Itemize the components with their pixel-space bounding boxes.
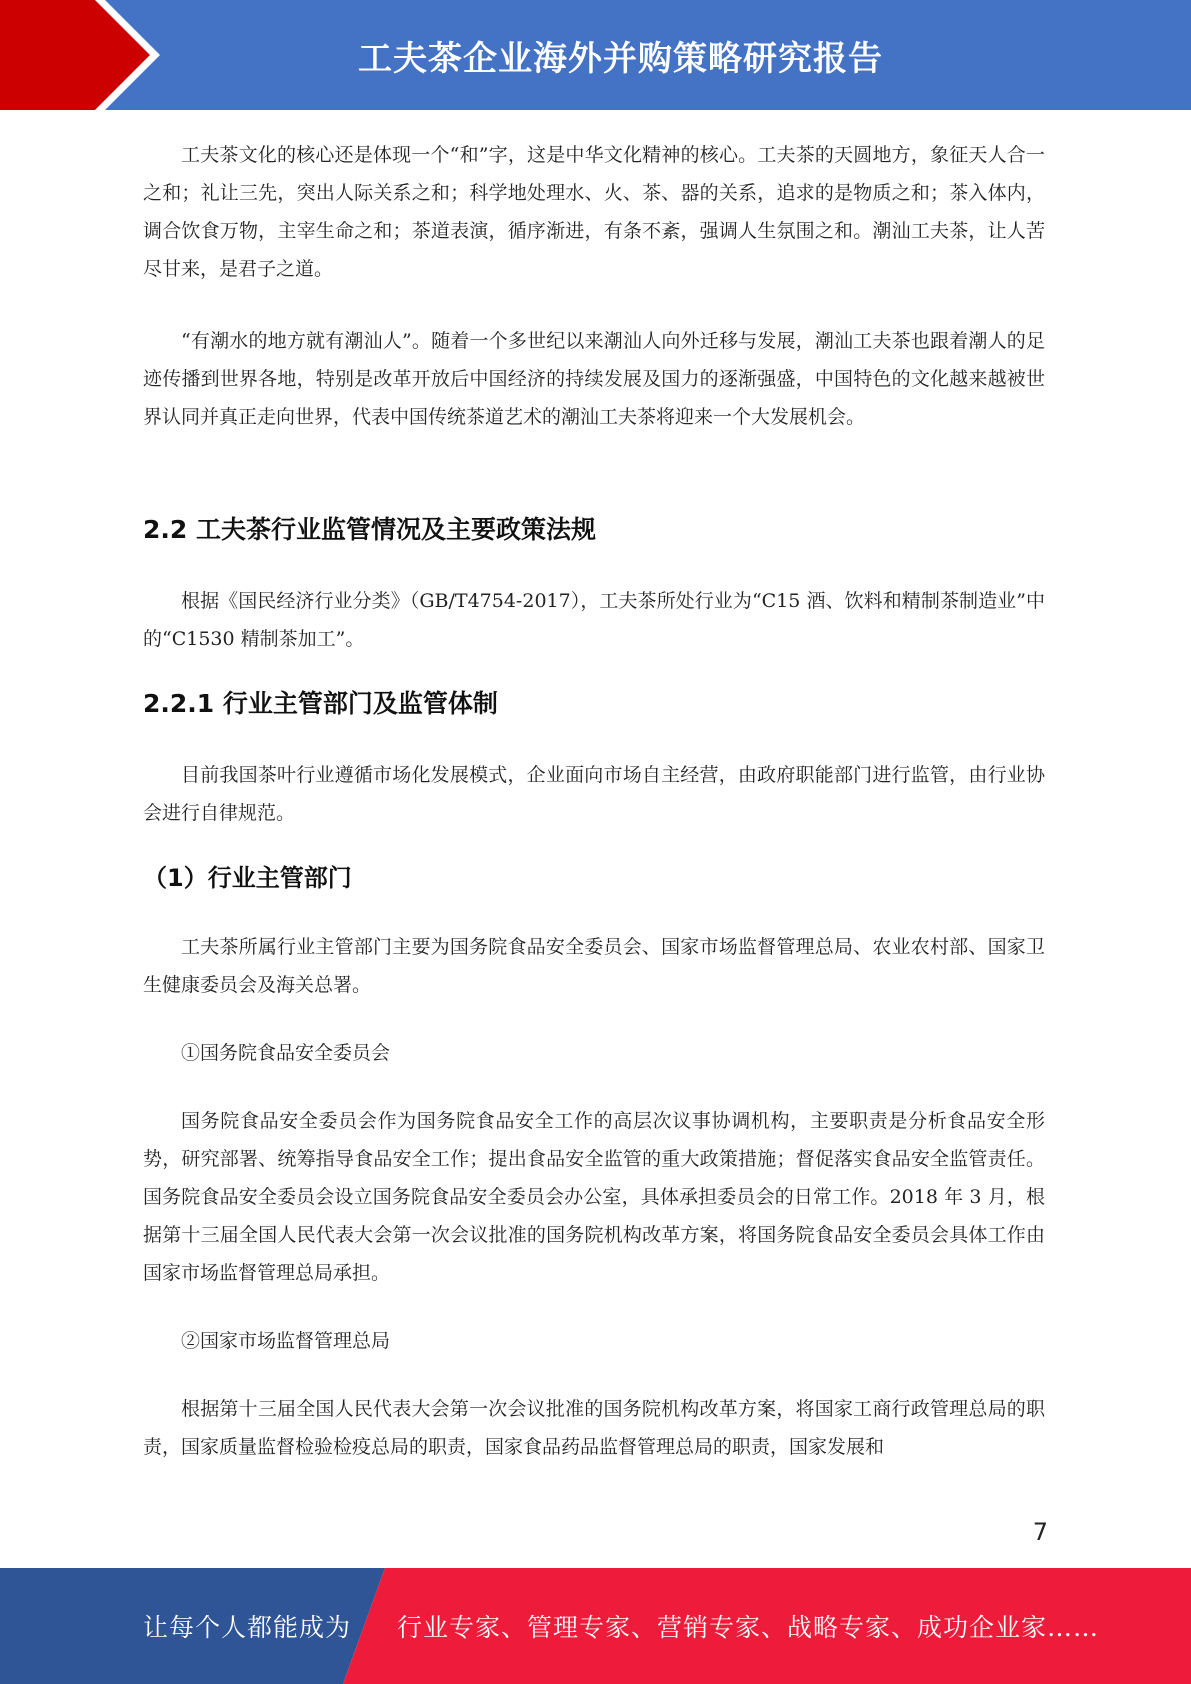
footer-slogan-right: 行业专家、管理专家、营销专家、战略专家、成功企业家…… [397,1613,1100,1642]
paragraph: “有潮水的地方就有潮汕人”。随着一个多世纪以来潮汕人向外迁移与发展，潮汕工夫茶也跟着潮人的足迹传播到世界各地，特别是改革开放后中国经济的持续发展及国力的逐渐强盛，中国特色的文化越来越被世界认同并真正走向世界，代表中国传统茶道艺术的潮汕工夫茶将迎来一个大发展机会。 [143,330,1045,428]
subsection-heading: （1）行业主管部门 [143,864,352,892]
subsection-heading: 2.2.1 行业主管部门及监管体制 [143,689,498,718]
page-header [0,0,1191,110]
paragraph: 国务院食品安全委员会作为国务院食品安全工作的高层次议事协调机构，主要职责是分析食品安全形势，研究部署、统筹指导食品安全工作；提出食品安全监管的重大政策措施；督促落实食品安全监管责任。国务院食品安全委员会设立国务院食品安全委员会办公室，具体承担委员会的日常工作。2018 年 3 月，根据第十三届全国人民代表大会第一次会议批准的国务院机构改革方案，将国务院食品安全委员会具体工作由国家市场监督管理总局承担。 [143,1110,1045,1284]
paragraph: 根据《国民经济行业分类》（GB/T4754-2017），工夫茶所处行业为“C15 酒、饮料和精制茶制造业”中的“C1530 精制茶加工”。 [143,590,1045,650]
page-body [143,130,1045,1466]
page-number: 7 [1032,1518,1048,1546]
paragraph: 目前我国茶叶行业遵循市场化发展模式，企业面向市场自主经营，由政府职能部门进行监管，由行业协会进行自律规范。 [143,764,1045,824]
section-heading: 2.2 工夫茶行业监管情况及主要政策法规 [143,515,596,544]
report-title: 工夫茶企业海外并购策略研究报告 [358,38,883,79]
list-item-heading: ②国家市场监督管理总局 [181,1330,391,1352]
header-red-chevron [0,0,150,110]
footer-slogan-left: 让每个人都能成为 [143,1613,352,1642]
list-item-heading: ①国务院食品安全委员会 [181,1042,391,1064]
paragraph: 根据第十三届全国人民代表大会第一次会议批准的国务院机构改革方案，将国家工商行政管理总局的职责，国家质量监督检验检疫总局的职责，国家食品药品监督管理总局的职责，国家发展和 [143,1398,1045,1458]
paragraph: 工夫茶所属行业主管部门主要为国务院食品安全委员会、国家市场监督管理总局、农业农村部、国家卫生健康委员会及海关总署。 [143,936,1045,996]
paragraph: 工夫茶文化的核心还是体现一个“和”字，这是中华文化精神的核心。工夫茶的天圆地方，象征天人合一之和；礼让三先，突出人际关系之和；科学地处理水、火、茶、器的关系，追求的是物质之和；茶入体内，调合饮食万物，主宰生命之和；茶道表演，循序渐进，有条不紊，强调人生氛围之和。潮汕工夫茶，让人苦尽甘来，是君子之道。 [143,144,1045,280]
page-footer [0,1568,1191,1684]
